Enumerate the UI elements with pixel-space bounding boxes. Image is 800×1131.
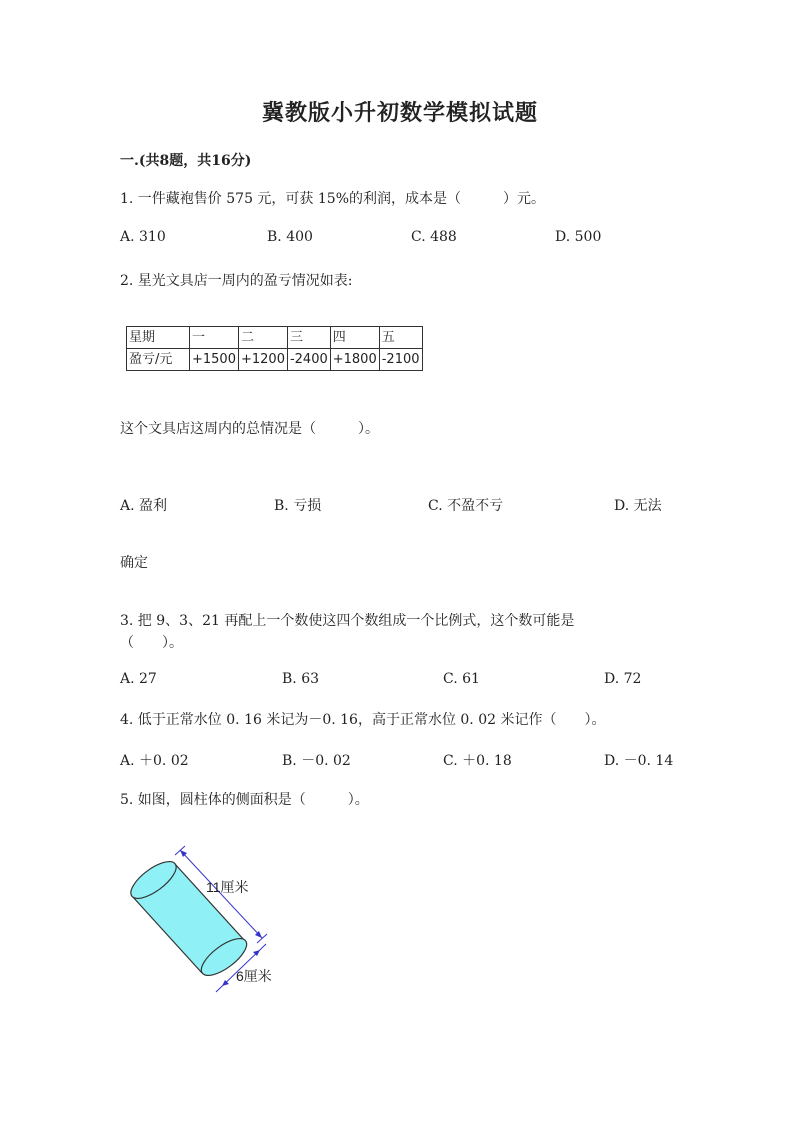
table-cell: 星期	[127, 327, 190, 349]
question-2-text: 2. 星光文具店一周内的盈亏情况如表:	[120, 273, 353, 289]
question-2-option-b[interactable]: B. 亏损	[274, 498, 322, 514]
length-label: 11厘米	[206, 879, 249, 895]
question-1-option-a[interactable]: A. 310	[120, 229, 166, 245]
question-1-option-c[interactable]: C. 488	[411, 229, 457, 245]
question-3-option-b[interactable]: B. 63	[282, 671, 320, 687]
question-3-option-c[interactable]: C. 61	[443, 671, 480, 687]
table-cell: 三	[287, 327, 330, 349]
question-1-option-b[interactable]: B. 400	[267, 229, 313, 245]
diameter-label: 6厘米	[236, 968, 272, 984]
table-cell: 五	[379, 327, 422, 349]
table-cell: +1800	[330, 349, 379, 371]
table-cell: +1200	[238, 349, 287, 371]
question-3-text: 3. 把 9、3、21 再配上一个数使这四个数组成一个比例式，这个数可能是	[120, 613, 575, 629]
question-3-option-a[interactable]: A. 27	[120, 671, 157, 687]
question-2-option-d-wrap: 确定	[120, 555, 148, 571]
table-cell: +1500	[190, 349, 239, 371]
table-header-row	[127, 327, 423, 349]
page-title: 冀教版小升初数学模拟试题	[261, 100, 538, 126]
table-cell: -2100	[379, 349, 422, 371]
question-4-option-b[interactable]: B. －0. 02	[282, 753, 351, 769]
table-cell: 一	[190, 327, 239, 349]
question-2-option-a[interactable]: A. 盈利	[120, 498, 168, 514]
question-4-option-c[interactable]: C. ＋0. 18	[443, 753, 512, 769]
question-2-option-d[interactable]: D. 无法	[614, 498, 662, 514]
table-cell: -2400	[287, 349, 330, 371]
question-4-text: 4. 低于正常水位 0. 16 米记为－0. 16，高于正常水位 0. 02 米记作（ ）。	[120, 712, 606, 728]
question-1-option-d[interactable]: D. 500	[555, 229, 602, 245]
question-2-prompt: 这个文具店这周内的总情况是（ ）。	[120, 421, 379, 437]
table-cell: 四	[330, 327, 379, 349]
question-5-text: 5. 如图，圆柱体的侧面积是（ ）。	[120, 792, 369, 808]
table-row	[127, 349, 423, 371]
question-3-text-continued: （ ）。	[120, 635, 183, 651]
question-4-option-d[interactable]: D. －0. 14	[604, 753, 674, 769]
section-heading: 一.(共8题，共16分)	[120, 153, 252, 169]
question-1-text: 1. 一件藏袍售价 575 元，可获 15%的利润，成本是（ ）元。	[120, 191, 545, 207]
table-cell: 盈亏/元	[127, 349, 190, 371]
question-4-option-a[interactable]: A. ＋0. 02	[120, 753, 189, 769]
table-cell: 二	[238, 327, 287, 349]
cylinder-figure	[120, 840, 300, 1010]
question-2-option-c[interactable]: C. 不盈不亏	[428, 498, 504, 514]
profit-loss-table	[126, 326, 423, 371]
question-3-option-d[interactable]: D. 72	[604, 671, 642, 687]
